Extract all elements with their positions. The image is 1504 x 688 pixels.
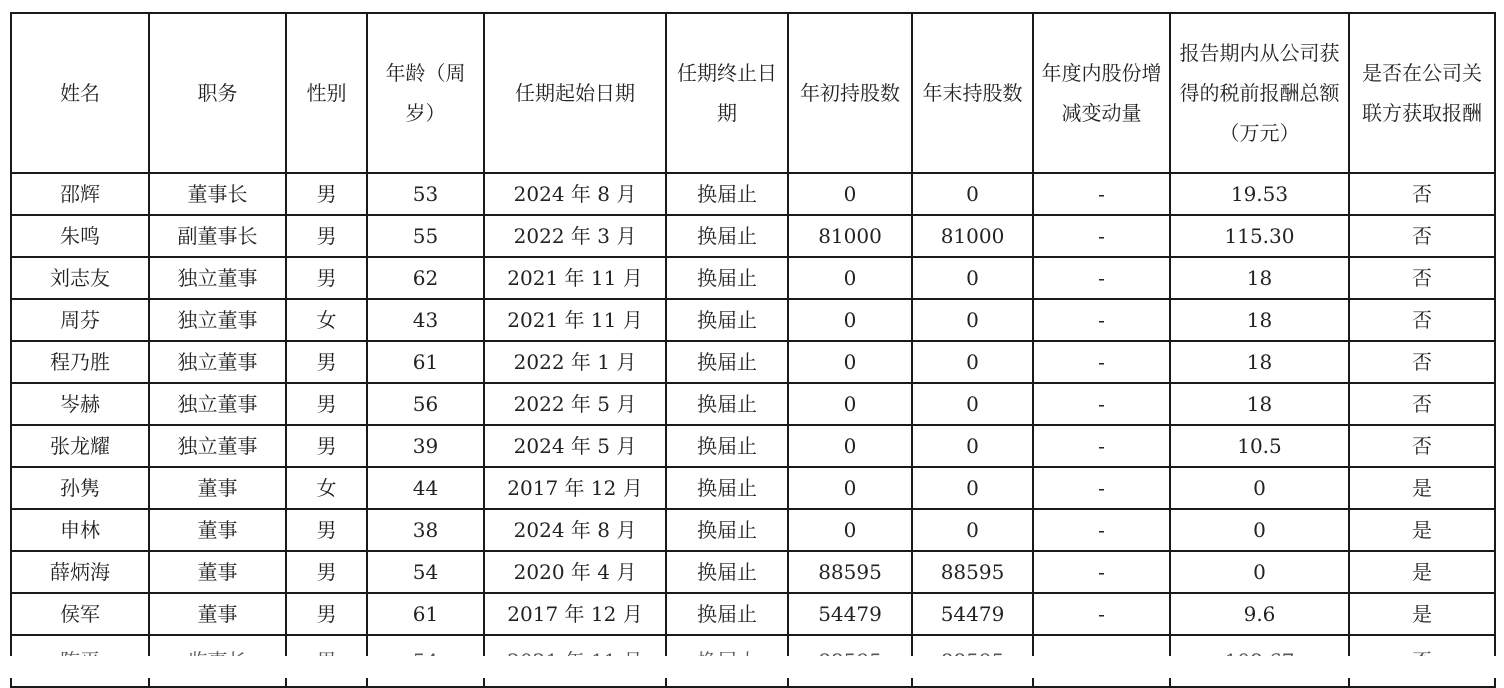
table-cell: 周芬 (11, 299, 149, 341)
table-cell: 54479 (912, 593, 1033, 635)
table-cell: 38 (367, 509, 484, 551)
column-header: 姓名 (11, 13, 149, 173)
table-row (11, 215, 1495, 257)
column-header: 任期终止日期 (666, 13, 788, 173)
table-row (11, 173, 1495, 215)
table-cell: 0 (788, 341, 912, 383)
column-header: 年龄（周岁） (367, 13, 484, 173)
table-cell: - (1033, 593, 1170, 635)
table-cell: 2024 年 8 月 (484, 173, 666, 215)
table-cell: 115.30 (1170, 215, 1349, 257)
table-cell: 换届止 (666, 383, 788, 425)
column-header: 年度内股份增减变动量 (1033, 13, 1170, 173)
table-cell: 2021 年 11 月 (484, 257, 666, 299)
table-cell: 18 (1170, 341, 1349, 383)
table-cell: 换届止 (666, 593, 788, 635)
table-cell: 0 (788, 383, 912, 425)
table-row (11, 341, 1495, 383)
table-cell: 39 (367, 425, 484, 467)
table-cell: 54479 (788, 593, 912, 635)
table-cell: 男 (286, 509, 367, 551)
table-cell: 董事长 (149, 173, 286, 215)
table-cell: 换届止 (666, 257, 788, 299)
table-cell: 0 (788, 173, 912, 215)
table-cell: 0 (788, 299, 912, 341)
table-cell: 女 (286, 467, 367, 509)
table-cell: 是 (1349, 509, 1495, 551)
table-cell: 男 (286, 425, 367, 467)
table-cell: 男 (286, 383, 367, 425)
table-cell: 0 (912, 509, 1033, 551)
table-cell: 0 (912, 299, 1033, 341)
table-cell: 61 (367, 593, 484, 635)
table-cell: 54 (367, 551, 484, 593)
table-cell: 独立董事 (149, 383, 286, 425)
table-cell: 2017 年 12 月 (484, 593, 666, 635)
table-cell: 独立董事 (149, 257, 286, 299)
table-cell: 独立董事 (149, 299, 286, 341)
column-header: 职务 (149, 13, 286, 173)
table-cell: 独立董事 (149, 341, 286, 383)
table-cell: 申林 (11, 509, 149, 551)
table-cell: 岑赫 (11, 383, 149, 425)
table-cell: - (1033, 257, 1170, 299)
table-cell: - (1033, 425, 1170, 467)
table-cell: 侯军 (11, 593, 149, 635)
table-cell: 0 (912, 467, 1033, 509)
table-cell: 否 (1349, 257, 1495, 299)
table-row (11, 467, 1495, 509)
table-cell: 女 (286, 299, 367, 341)
column-header: 报告期内从公司获得的税前报酬总额（万元） (1170, 13, 1349, 173)
table-cell: 男 (286, 551, 367, 593)
table-cell: 0 (912, 257, 1033, 299)
table-cell: 2017 年 12 月 (484, 467, 666, 509)
table-row (11, 551, 1495, 593)
column-header: 任期起始日期 (484, 13, 666, 173)
table-cell: - (1033, 467, 1170, 509)
table-body (11, 173, 1495, 687)
table-cell: 2024 年 8 月 (484, 509, 666, 551)
table-cell: 2022 年 1 月 (484, 341, 666, 383)
table-row (11, 299, 1495, 341)
table-cell: 18 (1170, 383, 1349, 425)
director-compensation-table (10, 12, 1496, 688)
table-cell: 换届止 (666, 551, 788, 593)
table-cell: 否 (1349, 341, 1495, 383)
table-cell: - (1033, 215, 1170, 257)
table-cell: 独立董事 (149, 425, 286, 467)
table-row (11, 383, 1495, 425)
table-cell: 0 (1170, 467, 1349, 509)
table-cell: 0 (912, 425, 1033, 467)
table-cell: 0 (912, 173, 1033, 215)
table-cell: 2022 年 3 月 (484, 215, 666, 257)
table-cell: 孙隽 (11, 467, 149, 509)
column-header: 是否在公司关联方获取报酬 (1349, 13, 1495, 173)
table-cell: 换届止 (666, 509, 788, 551)
table-cell: 18 (1170, 299, 1349, 341)
table-cell: 换届止 (666, 467, 788, 509)
table-cell: 56 (367, 383, 484, 425)
table-cell: 18 (1170, 257, 1349, 299)
table-cell: 0 (788, 425, 912, 467)
table-cell: 董事 (149, 467, 286, 509)
table-cell: 55 (367, 215, 484, 257)
table-cell: 62 (367, 257, 484, 299)
table-cell: 否 (1349, 425, 1495, 467)
column-header: 性别 (286, 13, 367, 173)
table-header-row (11, 13, 1495, 173)
page-cut-off (0, 656, 1504, 678)
table-cell: 81000 (788, 215, 912, 257)
table-cell: 刘志友 (11, 257, 149, 299)
table-cell: 董事 (149, 551, 286, 593)
table-cell: 9.6 (1170, 593, 1349, 635)
table-cell: 0 (912, 383, 1033, 425)
table-cell: 换届止 (666, 173, 788, 215)
table-cell: 换届止 (666, 341, 788, 383)
table-row (11, 593, 1495, 635)
table-cell: 男 (286, 173, 367, 215)
table-cell: 男 (286, 593, 367, 635)
table-cell: - (1033, 341, 1170, 383)
table-cell: 董事 (149, 593, 286, 635)
table-cell: 是 (1349, 593, 1495, 635)
table-cell: 否 (1349, 215, 1495, 257)
table-cell: 否 (1349, 383, 1495, 425)
table-cell: - (1033, 383, 1170, 425)
table-cell: 张龙耀 (11, 425, 149, 467)
table-cell: 0 (1170, 551, 1349, 593)
table-cell: 朱鸣 (11, 215, 149, 257)
table-cell: 0 (788, 467, 912, 509)
table-cell: 88595 (912, 551, 1033, 593)
table-cell: 程乃胜 (11, 341, 149, 383)
table-cell: 2020 年 4 月 (484, 551, 666, 593)
table-row (11, 257, 1495, 299)
table-cell: 换届止 (666, 215, 788, 257)
table-cell: 邵辉 (11, 173, 149, 215)
table-cell: 44 (367, 467, 484, 509)
table-cell: 换届止 (666, 425, 788, 467)
table-row (11, 509, 1495, 551)
table-cell: - (1033, 173, 1170, 215)
table-cell: 2021 年 11 月 (484, 299, 666, 341)
table-cell: 否 (1349, 299, 1495, 341)
column-header: 年初持股数 (788, 13, 912, 173)
table-cell: 薛炳海 (11, 551, 149, 593)
table-cell: - (1033, 509, 1170, 551)
director-compensation-table-container (10, 12, 1494, 656)
table-cell: 换届止 (666, 299, 788, 341)
table-cell: 88595 (788, 551, 912, 593)
table-cell: 否 (1349, 173, 1495, 215)
table-cell: 2022 年 5 月 (484, 383, 666, 425)
table-cell: 0 (1170, 509, 1349, 551)
table-cell: - (1033, 551, 1170, 593)
table-cell: 男 (286, 257, 367, 299)
column-header: 年末持股数 (912, 13, 1033, 173)
table-cell: 0 (788, 509, 912, 551)
table-cell: 副董事长 (149, 215, 286, 257)
table-cell: 0 (912, 341, 1033, 383)
table-cell: 19.53 (1170, 173, 1349, 215)
table-cell: 53 (367, 173, 484, 215)
table-cell: 董事 (149, 509, 286, 551)
table-cell: 男 (286, 341, 367, 383)
table-cell: 男 (286, 215, 367, 257)
table-cell: 是 (1349, 467, 1495, 509)
table-cell: 61 (367, 341, 484, 383)
table-cell: 10.5 (1170, 425, 1349, 467)
table-cell: 81000 (912, 215, 1033, 257)
table-cell: 0 (788, 257, 912, 299)
table-cell: - (1033, 299, 1170, 341)
table-cell: 是 (1349, 551, 1495, 593)
table-row (11, 425, 1495, 467)
table-cell: 43 (367, 299, 484, 341)
table-cell: 2024 年 5 月 (484, 425, 666, 467)
